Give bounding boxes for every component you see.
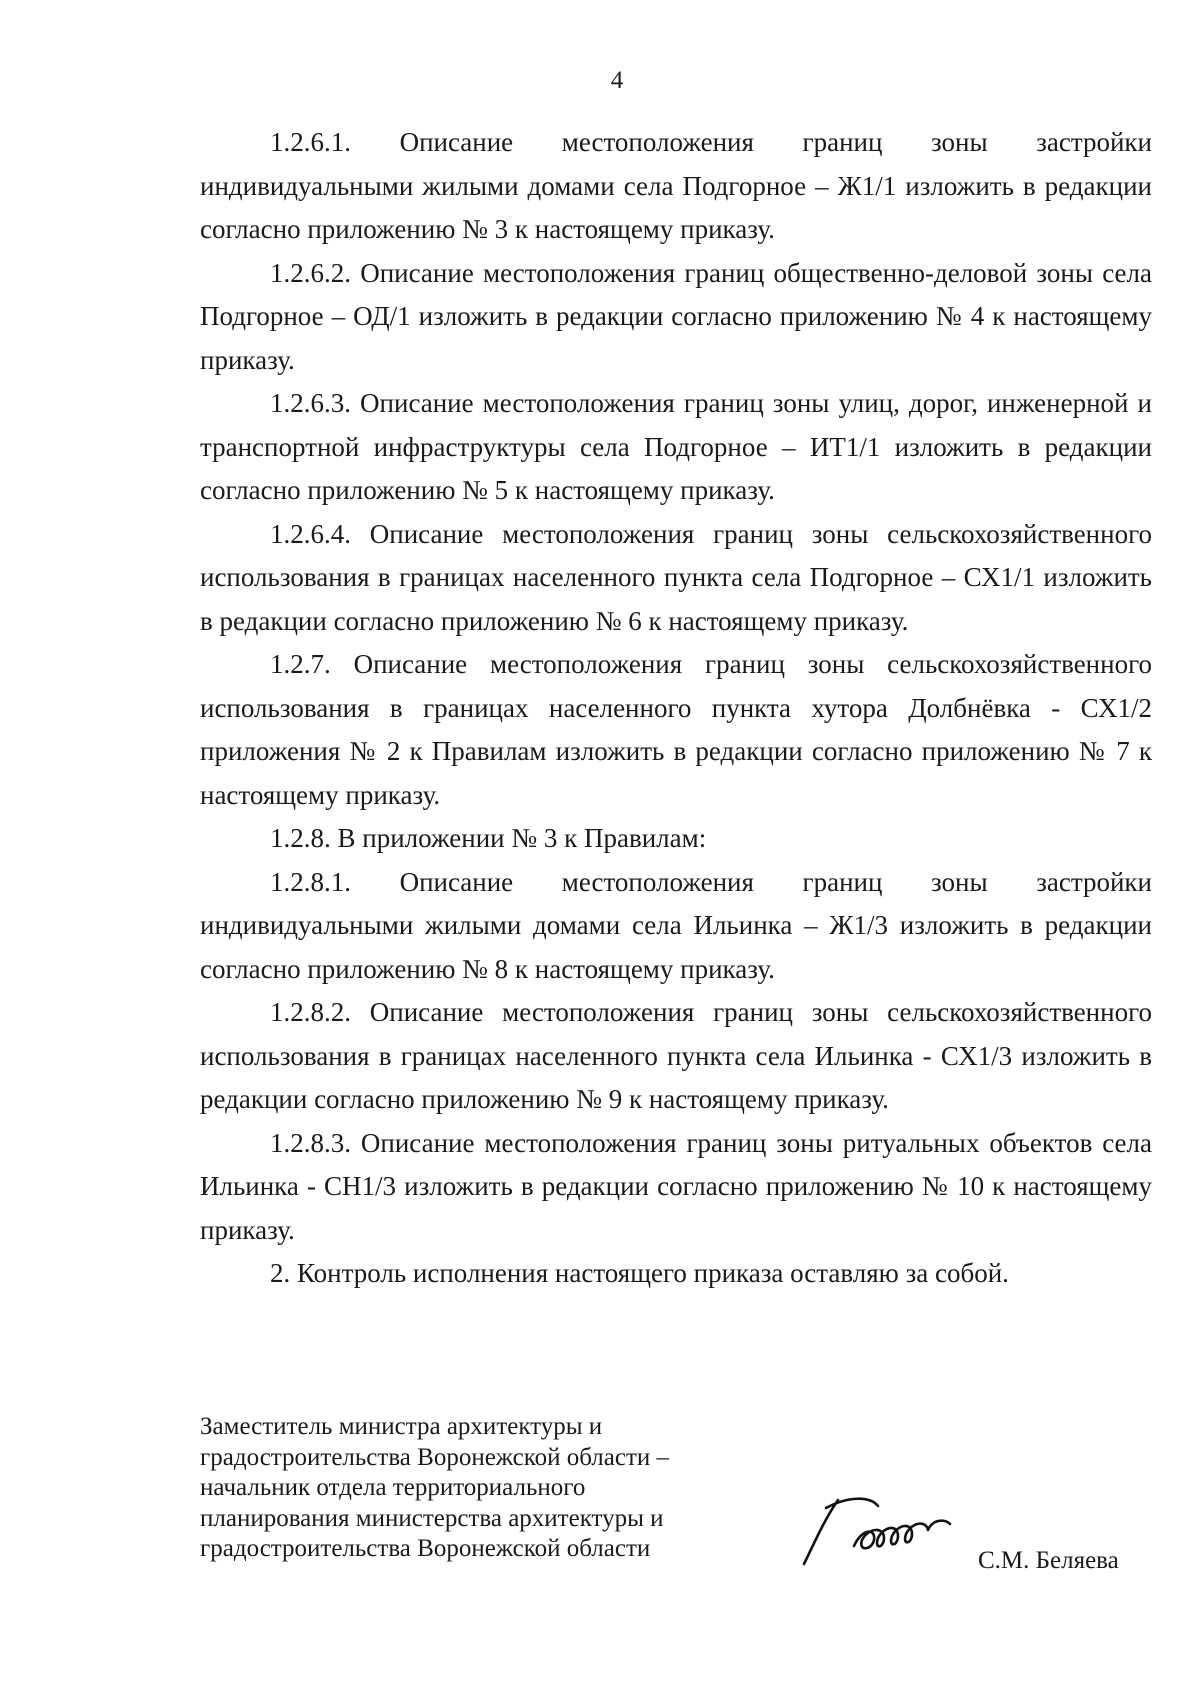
position-line: начальник отдела территориального (200, 1474, 586, 1501)
paragraph-1-2-6-2: 1.2.6.2. Описание местоположения границ общественно-деловой зоны села Подгорное – ОД/1 изложить в редакции согласно приложению № 4 к настоящему приказу. (200, 257, 1152, 375)
paragraph-1-2-8-2: 1.2.8.2. Описание местоположения границ зоны сельскохозяйственного использования в границах населенного пункта села Ильинка - СХ1/3 изложить в редакции согласно приложению № 9 к настоящему приказу. (200, 997, 1152, 1114)
paragraph-1-2-6-1: 1.2.6.1. Описание местоположения границ зоны застройки индивидуальными жилыми домами села Подгорное – Ж1/1 изложить в редакции согласно приложению № 3 к настоящему приказу. (200, 127, 1152, 244)
position-line: градостроительства Воронежской области (200, 1535, 651, 1562)
document-body (200, 121, 1152, 1296)
paragraph-1-2-8: 1.2.8. В приложении № 3 к Правилам: (270, 823, 707, 853)
paragraph-1-2-6-4: 1.2.6.4. Описание местоположения границ зоны сельскохозяйственного использования в границах населенного пункта села Подгорное – СХ1/1 изложить в редакции согласно приложению № 6 к настоящему приказу. (200, 518, 1152, 636)
paragraph-1-2-6-3: 1.2.6.3. Описание местоположения границ зоны улиц, дорог, инженерной и транспортной инфраструктуры села Подгорное – ИТ1/1 изложить в редакции согласно приложению № 5 к настоящему приказу. (200, 388, 1152, 505)
paragraph-1-2-8-3: 1.2.8.3. Описание местоположения границ зоны ритуальных объектов села Ильинка - СН1/3 изложить в редакции согласно приложению № 10 к настоящему приказу. (200, 1127, 1152, 1245)
handwritten-signature (798, 1490, 978, 1570)
signatory-position (200, 1412, 760, 1565)
page-number: 4 (610, 67, 624, 94)
position-line: планирования министерства архитектуры и (200, 1504, 664, 1532)
paragraph-1-2-7: 1.2.7. Описание местоположения границ зоны сельскохозяйственного использования в границах населенного пункта хутора Долбнёвка - СХ1/2 приложения № 2 к Правилам изложить в редакции согласно приложению № 7 к настоящему приказу. (200, 649, 1152, 810)
paragraph-2-control: 2. Контроль исполнения настоящего приказа оставляю за собой. (270, 1258, 1009, 1288)
position-line: Заместитель министра архитектуры и (200, 1413, 603, 1440)
position-line: градостроительства Воронежской области – (200, 1443, 670, 1471)
signer-name: С.М. Беляева (978, 1547, 1119, 1574)
paragraph-1-2-8-1: 1.2.8.1. Описание местоположения границ зоны застройки индивидуальными жилыми домами села Ильинка – Ж1/3 изложить в редакции согласно приложению № 8 к настоящему приказу. (200, 866, 1152, 984)
